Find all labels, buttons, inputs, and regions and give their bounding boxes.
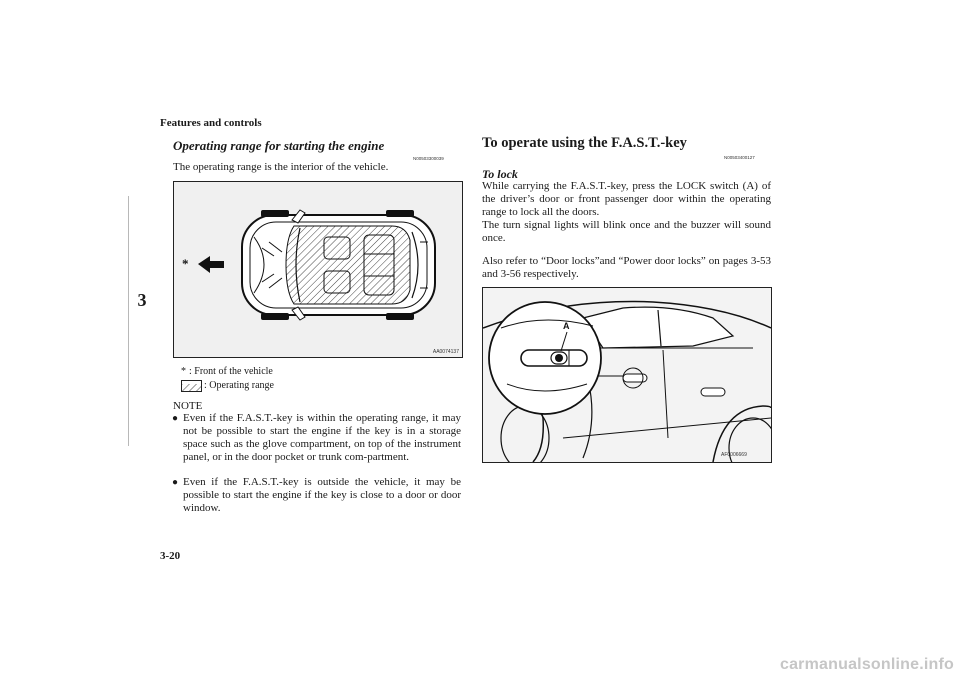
note-item xyxy=(172,476,461,515)
bullet-icon: ● xyxy=(172,477,179,488)
chapter-tab-number: 3 xyxy=(137,290,147,310)
note-label: NOTE xyxy=(173,400,203,412)
to-lock-subheading: To lock xyxy=(482,167,518,181)
page-number: 3-20 xyxy=(160,550,181,562)
section-title: Features and controls xyxy=(160,117,262,129)
legend-hatch-swatch xyxy=(181,380,202,392)
operating-range-figure-code: AA0074137 xyxy=(432,349,459,355)
fast-key-heading: To operate using the F.A.S.T.-key xyxy=(482,135,687,151)
operating-range-figure xyxy=(173,181,463,358)
refer-paragraph: Also refer to “Door locks”and “Power door locks” on pages 3-53 and 3-56 respectively. xyxy=(482,255,771,280)
operating-range-heading-code: N00503300039 xyxy=(413,156,444,161)
note-item xyxy=(172,412,461,464)
bullet-icon: ● xyxy=(172,413,179,424)
operating-range-intro: The operating range is the interior of the vehicle. xyxy=(173,161,389,173)
turn-signal-paragraph: The turn signal lights will blink once and the buzzer will sound once. xyxy=(482,219,771,244)
operating-range-heading: Operating range for starting the engine xyxy=(173,138,385,153)
fast-key-heading-code: N00503400127 xyxy=(724,155,755,160)
legend-front-text: : Front of the vehicle xyxy=(189,366,273,377)
note-item-text: Even if the F.A.S.T.-key is within the operating range, it may not be possible to start the engine if the key is in a storage space such as the glove compartment, on top of the instrument panel, or in the door pocket or trunk com-partment. xyxy=(183,412,461,463)
door-handle-illustration xyxy=(483,288,771,462)
note-item-text: Even if the F.A.S.T.-key is outside the vehicle, it may be possible to start the engine if the key is close to a door or door window. xyxy=(183,476,461,514)
legend-front-symbol: * xyxy=(181,366,186,377)
front-marker: * xyxy=(182,256,189,271)
legend-range-text: : Operating range xyxy=(204,380,274,391)
door-handle-figure xyxy=(482,287,772,463)
lock-switch-callout: A xyxy=(563,321,570,331)
car-top-view-illustration xyxy=(174,182,462,357)
door-handle-figure-code: AF0006669 xyxy=(721,452,747,458)
sidebar-divider xyxy=(128,196,129,446)
watermark-text: carmanualsonline.info xyxy=(779,656,954,673)
to-lock-paragraph: While carrying the F.A.S.T.-key, press the LOCK switch (A) of the driver’s door or front passenger door within the operating range to lock all the doors. xyxy=(482,180,771,218)
